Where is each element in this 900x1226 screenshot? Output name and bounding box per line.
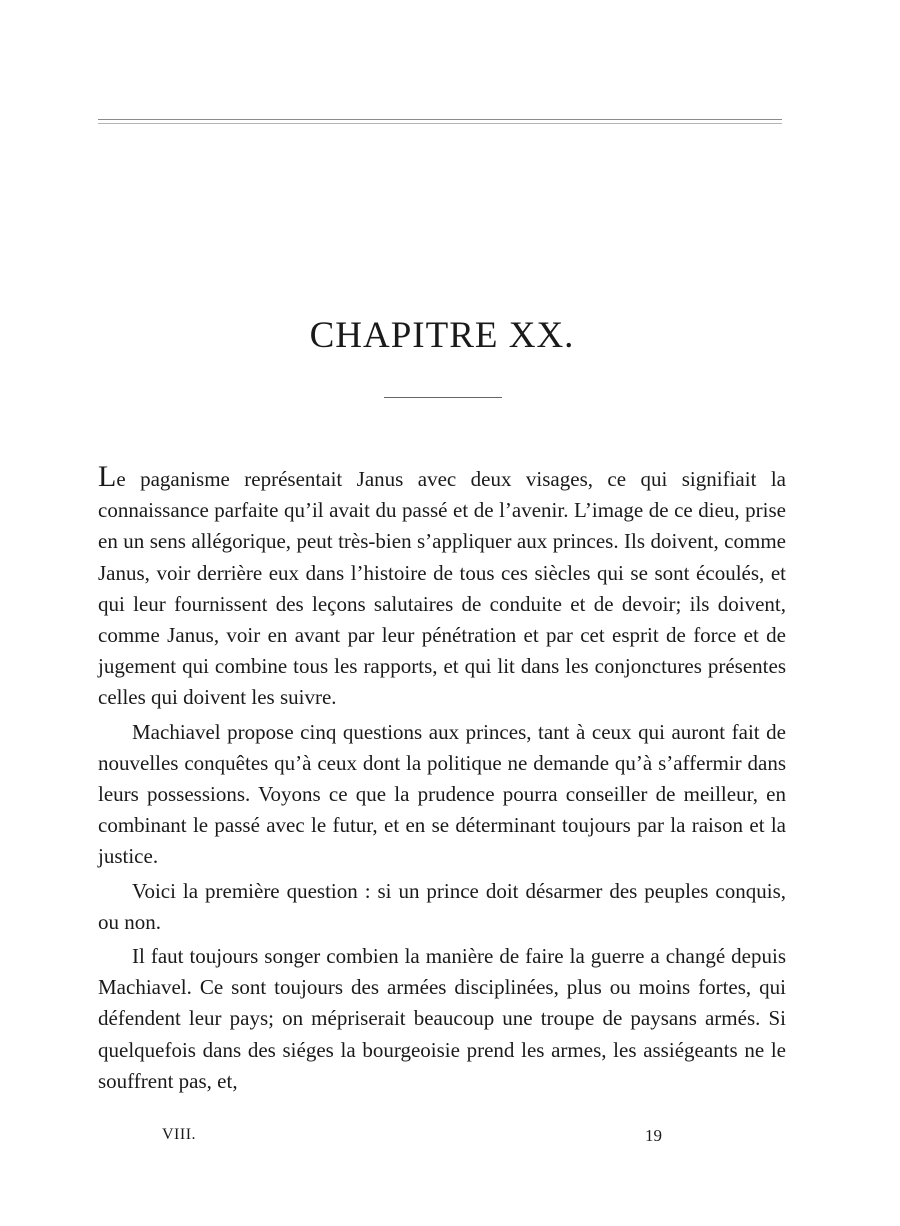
paragraph-1 [98,460,786,714]
paragraph-4: Il faut toujours songer combien la manière de faire la guerre a changé depuis Machiavel. Ce sont toujours des armées disciplinées, plus ou moins fortes, qui défendent leur pays; on mépriserait beaucoup une troupe de paysans armés. Si quelquefois dans des siéges la bourgeoisie prend les armes, les assiégeants ne le souffrent pas, et, [98,944,786,1093]
title-divider [384,397,502,398]
header-rule [98,119,782,120]
paragraph-1-text: e paganisme représentait Janus avec deux visages, ce qui signifiait la connaissance parfaite qu’il avait du passé et de l’avenir. L’image de ce dieu, prise en un sens allégorique, peut très-bien s’appliquer aux princes. Ils doivent, comme Janus, voir derrière eux dans l’histoire de tous ces siècles qui se sont écoulés, et qui leur fournissent des leçons salutaires de conduite et de devoir; ils doivent, comme Janus, voir en avant par leur pénétration et par cet esprit de force et de jugement qui combine tous les rapports, et qui lit dans les conjonctures présentes celles qui doivent les suivre. [98,467,786,710]
header-rule-secondary [98,123,782,124]
page-number: 19 [645,1126,662,1145]
paragraph-2: Machiavel propose cinq questions aux princes, tant à ceux qui auront fait de nouvelles conquêtes qu’à ceux dont la politique ne demande qu’à s’affermir dans leurs possessions. Voyons ce que la prudence pourra conseiller de meilleur, en combinant le passé avec le futur, et en se déterminant toujours par la raison et la justice. [98,719,786,869]
signature-mark: VIII. [162,1126,197,1143]
drop-cap: L [98,460,117,493]
chapter-title: CHAPITRE XX. [309,315,575,356]
body-text [98,460,786,1100]
paragraph-3: Voici la première question : si un prince doit désarmer des peuples conquis, ou non. [98,878,786,934]
